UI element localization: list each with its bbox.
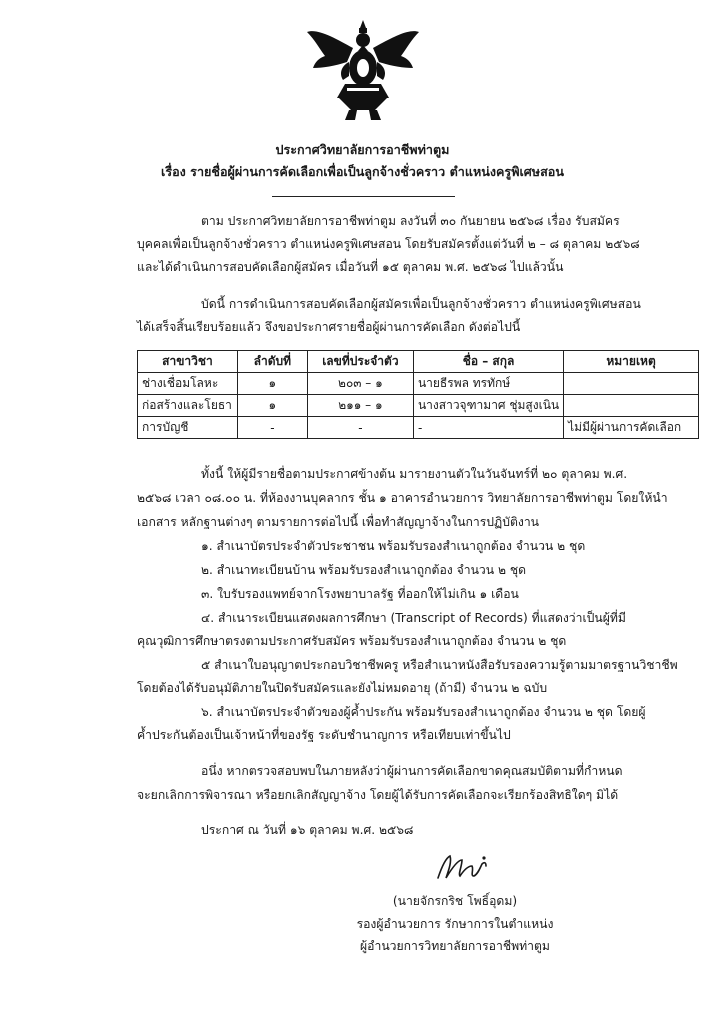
list-item-continuation: ค้ำประกันต้องเป็นเจ้าหน้าที่ของรัฐ ระดับชำนาญการ หรือเทียบเท่าขึ้นไป <box>137 728 511 742</box>
document-subject: เรื่อง รายชื่อผู้ผ่านการคัดเลือกเพื่อเป็นลูกจ้างชั่วคราว ตำแหน่งครูพิเศษสอน <box>161 164 564 179</box>
list-item: ๖. สำเนาบัตรประจำตัวของผู้ค้ำประกัน พร้อมรับรองสำเนาถูกต้อง จำนวน ๒ ชุด โดยผู้ <box>201 705 646 719</box>
table-row <box>138 417 699 439</box>
header-order: ลำดับที่ <box>237 351 307 373</box>
cell-major: การบัญชี <box>138 417 238 439</box>
table-row <box>138 395 699 417</box>
cell-order: ๑ <box>237 395 307 417</box>
header-major: สาขาวิชา <box>138 351 238 373</box>
table-header-row <box>138 351 699 373</box>
signature-icon <box>432 848 492 888</box>
cell-order: - <box>237 417 307 439</box>
header-id: เลขที่ประจำตัว <box>307 351 413 373</box>
signatory-position-2: ผู้อำนวยการวิทยาลัยการอาชีพท่าตูม <box>360 939 550 953</box>
cell-major: ก่อสร้างและโยธา <box>138 395 238 417</box>
table-row <box>138 373 699 395</box>
paragraph-2-line-1: บัดนี้ การดำเนินการสอบคัดเลือกผู้สมัครเพื่อเป็นลูกจ้างชั่วคราว ตำแหน่งครูพิเศษสอน <box>201 297 641 311</box>
cell-name: นายธีรพล ทรทักษ์ <box>413 373 563 395</box>
list-item-continuation: คุณวุฒิการศึกษาตรงตามประกาศรับสมัคร พร้อมรับรองสำเนาถูกต้อง จำนวน ๒ ชุด <box>137 634 567 648</box>
list-item: ๔. สำเนาระเบียนแสดงผลการศึกษา (Transcript of Records) ที่แสดงว่าเป็นผู้ที่มี <box>201 611 626 625</box>
cell-remark <box>564 395 699 417</box>
paragraph-1-line-2: บุคคลเพื่อเป็นลูกจ้างชั่วคราว ตำแหน่งครูพิเศษสอน โดยรับสมัครตั้งแต่วันที่ ๒ – ๘ ตุลาคม ๒๕๖๘ <box>137 237 640 251</box>
cell-major: ช่างเชื่อมโลหะ <box>138 373 238 395</box>
cell-id: ๒๑๑ – ๑ <box>307 395 413 417</box>
paragraph-3-line-1: ทั้งนี้ ให้ผู้มีรายชื่อตามประกาศข้างต้น มารายงานตัวในวันจันทร์ที่ ๒๐ ตุลาคม พ.ศ. <box>201 467 628 481</box>
paragraph-1-line-3: และได้ดำเนินการสอบคัดเลือกผู้สมัคร เมื่อวันที่ ๑๕ ตุลาคม พ.ศ. ๒๕๖๘ ไปแล้วนั้น <box>137 260 564 274</box>
paragraph-3-line-2: ๒๕๖๘ เวลา ๐๘.๐๐ น. ที่ห้องงานบุคลากร ชั้น ๑ อาคารอำนวยการ วิทยาลัยการอาชีพท่าตูม โดยให้นำ <box>137 491 668 505</box>
paragraph-3-line-3: เอกสาร หลักฐานต่างๆ ตามรายการต่อไปนี้ เพื่อทำสัญญาจ้างในการปฏิบัติงาน <box>137 515 540 529</box>
cell-name: - <box>413 417 563 439</box>
document-title: ประกาศวิทยาลัยการอาชีพท่าตูม <box>275 142 450 157</box>
list-item: ๕ สำเนาใบอนุญาตประกอบวิชาชีพครู หรือสำเนาหนังสือรับรองความรู้ตามมาตรฐานวิชาชีพ <box>201 658 678 672</box>
signatory-position-1: รองผู้อำนวยการ รักษาการในตำแหน่ง <box>356 917 554 931</box>
signatory-name: (นายจักรกริช โพธิ์อุดม) <box>392 894 518 908</box>
cell-id: ๒๐๓ – ๑ <box>307 373 413 395</box>
cell-remark: ไม่มีผู้ผ่านการคัดเลือก <box>564 417 699 439</box>
title-divider <box>272 196 455 197</box>
list-item: ๑. สำเนาบัตรประจำตัวประชาชน พร้อมรับรองสำเนาถูกต้อง จำนวน ๒ ชุด <box>201 539 586 553</box>
garuda-emblem-icon <box>305 18 421 122</box>
selection-results-table <box>137 350 699 439</box>
paragraph-1-line-1: ตาม ประกาศวิทยาลัยการอาชีพท่าตูม ลงวันที่ ๓๐ กันยายน ๒๕๖๘ เรื่อง รับสมัคร <box>201 214 620 228</box>
announcement-date: ประกาศ ณ วันที่ ๑๖ ตุลาคม พ.ศ. ๒๕๖๘ <box>201 823 414 837</box>
list-item: ๒. สำเนาทะเบียนบ้าน พร้อมรับรองสำเนาถูกต้อง จำนวน ๒ ชุด <box>201 563 527 577</box>
cell-order: ๑ <box>237 373 307 395</box>
cell-name: นางสาวจุฑามาศ ชุ่มสูงเนิน <box>413 395 563 417</box>
header-name: ชื่อ – สกุล <box>413 351 563 373</box>
list-item-continuation: โดยต้องได้รับอนุมัติภายในปิดรับสมัครและยังไม่หมดอายุ (ถ้ามี) จำนวน ๒ ฉบับ <box>137 681 548 695</box>
list-item: ๓. ใบรับรองแพทย์จากโรงพยาบาลรัฐ ที่ออกให้ไม่เกิน ๑ เดือน <box>201 587 519 601</box>
header-remark: หมายเหตุ <box>564 351 699 373</box>
paragraph-4-line-1: อนึ่ง หากตรวจสอบพบในภายหลังว่าผู้ผ่านการคัดเลือกขาดคุณสมบัติตามที่กำหนด <box>201 764 623 778</box>
paragraph-4-line-2: จะยกเลิกการพิจารณา หรือยกเลิกสัญญาจ้าง โดยผู้ได้รับการคัดเลือกจะเรียกร้องสิทธิใดๆ มิได้ <box>137 788 619 802</box>
paragraph-2-line-2: ได้เสร็จสิ้นเรียบร้อยแล้ว จึงขอประกาศรายชื่อผู้ผ่านการคัดเลือก ดังต่อไปนี้ <box>137 320 521 334</box>
cell-id: - <box>307 417 413 439</box>
cell-remark <box>564 373 699 395</box>
